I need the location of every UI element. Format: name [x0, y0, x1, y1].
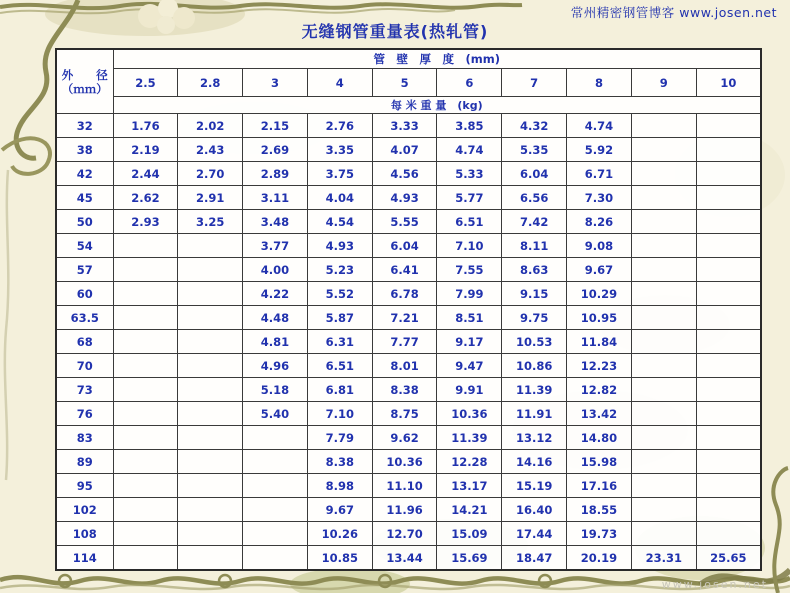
diameter-cell: 42 — [56, 162, 113, 186]
weight-cell — [631, 282, 696, 306]
table-row — [56, 450, 761, 474]
weight-cell: 4.04 — [307, 186, 372, 210]
weight-cell: 4.96 — [243, 354, 308, 378]
weight-cell — [178, 474, 243, 498]
weight-cell — [696, 330, 761, 354]
site-credit: 常州精密钢管博客 www.josen.net — [570, 5, 777, 20]
table-row — [56, 186, 761, 210]
weight-cell: 3.85 — [437, 114, 502, 138]
weight-cell: 9.75 — [502, 306, 567, 330]
table-row — [56, 234, 761, 258]
weight-cell: 13.42 — [567, 402, 632, 426]
weight-cell: 13.44 — [372, 546, 437, 571]
diameter-cell: 108 — [56, 522, 113, 546]
weight-cell: 2.91 — [178, 186, 243, 210]
weight-cell — [178, 402, 243, 426]
weight-cell — [696, 426, 761, 450]
diameter-cell: 50 — [56, 210, 113, 234]
weight-cell: 2.70 — [178, 162, 243, 186]
weight-cell: 7.21 — [372, 306, 437, 330]
weight-cell — [696, 282, 761, 306]
watermark: www.josen.net — [661, 578, 768, 591]
weight-cell: 11.39 — [437, 426, 502, 450]
weight-cell: 17.16 — [567, 474, 632, 498]
weight-cell: 2.62 — [113, 186, 178, 210]
weight-cell: 10.95 — [567, 306, 632, 330]
table-row — [56, 378, 761, 402]
weight-cell: 9.15 — [502, 282, 567, 306]
weight-cell — [178, 330, 243, 354]
weight-cell: 4.32 — [502, 114, 567, 138]
table-row — [56, 498, 761, 522]
weight-cell: 10.29 — [567, 282, 632, 306]
thickness-column-header: 9 — [631, 69, 696, 97]
weight-cell: 2.15 — [243, 114, 308, 138]
table-row — [56, 210, 761, 234]
weight-cell — [696, 450, 761, 474]
diameter-cell: 68 — [56, 330, 113, 354]
weight-cell: 6.41 — [372, 258, 437, 282]
weight-cell — [178, 354, 243, 378]
weight-cell: 10.86 — [502, 354, 567, 378]
weight-cell: 18.47 — [502, 546, 567, 571]
weight-cell — [243, 450, 308, 474]
weight-cell: 4.54 — [307, 210, 372, 234]
weight-cell: 15.98 — [567, 450, 632, 474]
weight-cell — [113, 474, 178, 498]
weight-cell: 3.33 — [372, 114, 437, 138]
weight-cell — [631, 402, 696, 426]
weight-cell: 9.17 — [437, 330, 502, 354]
weight-cell — [631, 330, 696, 354]
weight-cell — [631, 450, 696, 474]
weight-cell: 5.77 — [437, 186, 502, 210]
weight-cell — [631, 186, 696, 210]
weight-cell: 3.75 — [307, 162, 372, 186]
weight-cell — [178, 378, 243, 402]
weight-cell: 7.55 — [437, 258, 502, 282]
weight-cell — [631, 258, 696, 282]
outer-diameter-header — [56, 49, 113, 114]
weight-cell: 12.82 — [567, 378, 632, 402]
weight-cell: 6.04 — [372, 234, 437, 258]
weight-cell: 6.71 — [567, 162, 632, 186]
weight-cell: 11.91 — [502, 402, 567, 426]
weight-cell: 7.10 — [437, 234, 502, 258]
weight-cell: 20.19 — [567, 546, 632, 571]
weight-cell — [631, 522, 696, 546]
weight-cell: 12.28 — [437, 450, 502, 474]
weight-cell — [696, 474, 761, 498]
weight-cell: 10.53 — [502, 330, 567, 354]
weight-cell — [696, 402, 761, 426]
weight-cell — [631, 306, 696, 330]
weight-cell: 2.69 — [243, 138, 308, 162]
weight-cell: 4.07 — [372, 138, 437, 162]
thickness-column-header: 2.5 — [113, 69, 178, 97]
weight-cell: 8.11 — [502, 234, 567, 258]
weight-cell — [113, 426, 178, 450]
weight-cell — [178, 498, 243, 522]
weight-per-meter-header: 每 米 重 量 (kg) — [113, 97, 761, 114]
weight-cell: 2.43 — [178, 138, 243, 162]
weight-cell: 6.31 — [307, 330, 372, 354]
weight-cell: 14.21 — [437, 498, 502, 522]
table-row — [56, 330, 761, 354]
weight-cell: 9.67 — [567, 258, 632, 282]
thickness-column-header: 5 — [372, 69, 437, 97]
weight-cell — [631, 498, 696, 522]
page-title: 无缝钢管重量表(热轧管) — [301, 22, 489, 41]
table-row — [56, 402, 761, 426]
diameter-cell: 38 — [56, 138, 113, 162]
thickness-column-header: 3 — [243, 69, 308, 97]
weight-cell — [113, 402, 178, 426]
weight-cell: 8.38 — [307, 450, 372, 474]
table-row — [56, 522, 761, 546]
diameter-cell: 32 — [56, 114, 113, 138]
weight-cell: 4.93 — [307, 234, 372, 258]
weight-cell: 11.96 — [372, 498, 437, 522]
weight-cell: 6.81 — [307, 378, 372, 402]
wall-thickness-header: 管 壁 厚 度 (mm) — [113, 49, 761, 69]
weight-cell: 14.16 — [502, 450, 567, 474]
weight-cell — [631, 210, 696, 234]
table-row — [56, 258, 761, 282]
weight-cell — [178, 546, 243, 571]
diameter-cell: 114 — [56, 546, 113, 571]
weight-cell: 4.74 — [567, 114, 632, 138]
thickness-column-header: 8 — [567, 69, 632, 97]
weight-cell — [243, 498, 308, 522]
weight-cell: 23.31 — [631, 546, 696, 571]
table-row — [56, 426, 761, 450]
weight-cell: 8.26 — [567, 210, 632, 234]
weight-cell: 8.75 — [372, 402, 437, 426]
weight-cell — [696, 186, 761, 210]
weight-cell: 5.87 — [307, 306, 372, 330]
weight-cell — [696, 114, 761, 138]
weight-cell — [178, 282, 243, 306]
weight-cell — [113, 258, 178, 282]
diameter-cell: 73 — [56, 378, 113, 402]
weight-cell: 3.48 — [243, 210, 308, 234]
weight-cell: 3.25 — [178, 210, 243, 234]
weight-cell — [178, 306, 243, 330]
weight-cell — [178, 522, 243, 546]
weight-cell: 17.44 — [502, 522, 567, 546]
weight-cell: 10.36 — [437, 402, 502, 426]
weight-cell: 4.81 — [243, 330, 308, 354]
weight-cell: 10.85 — [307, 546, 372, 571]
diameter-cell: 83 — [56, 426, 113, 450]
weight-cell — [243, 474, 308, 498]
weight-cell: 4.93 — [372, 186, 437, 210]
diameter-cell: 89 — [56, 450, 113, 474]
weight-cell — [243, 546, 308, 571]
weight-cell: 3.11 — [243, 186, 308, 210]
table-row — [56, 114, 761, 138]
weight-cell — [696, 522, 761, 546]
weight-cell: 13.17 — [437, 474, 502, 498]
weight-cell — [631, 354, 696, 378]
weight-cell — [178, 450, 243, 474]
weight-cell: 9.47 — [437, 354, 502, 378]
weight-cell — [178, 426, 243, 450]
weight-cell: 16.40 — [502, 498, 567, 522]
weight-cell: 9.91 — [437, 378, 502, 402]
weight-cell: 6.56 — [502, 186, 567, 210]
table-row — [56, 546, 761, 571]
weight-cell: 4.00 — [243, 258, 308, 282]
diameter-cell: 45 — [56, 186, 113, 210]
table-row — [56, 282, 761, 306]
weight-cell: 4.22 — [243, 282, 308, 306]
diameter-cell: 70 — [56, 354, 113, 378]
weight-cell: 25.65 — [696, 546, 761, 571]
diameter-cell: 54 — [56, 234, 113, 258]
weight-cell: 5.23 — [307, 258, 372, 282]
weight-cell: 5.92 — [567, 138, 632, 162]
weight-cell: 1.76 — [113, 114, 178, 138]
weight-cell: 6.51 — [437, 210, 502, 234]
thickness-column-header: 7 — [502, 69, 567, 97]
weight-cell: 9.67 — [307, 498, 372, 522]
table-row — [56, 354, 761, 378]
weight-cell: 4.74 — [437, 138, 502, 162]
weight-cell — [178, 258, 243, 282]
weight-cell — [113, 234, 178, 258]
pipe-weight-table — [55, 48, 762, 571]
thickness-column-header: 4 — [307, 69, 372, 97]
weight-cell: 9.62 — [372, 426, 437, 450]
weight-cell: 5.33 — [437, 162, 502, 186]
weight-cell — [631, 138, 696, 162]
weight-cell — [631, 426, 696, 450]
weight-cell: 3.35 — [307, 138, 372, 162]
thickness-columns-row — [56, 69, 761, 97]
weight-cell — [243, 522, 308, 546]
weight-cell: 7.77 — [372, 330, 437, 354]
weight-cell: 5.35 — [502, 138, 567, 162]
weight-cell: 5.55 — [372, 210, 437, 234]
weight-cell: 11.39 — [502, 378, 567, 402]
weight-cell: 2.89 — [243, 162, 308, 186]
weight-cell — [696, 306, 761, 330]
table-row — [56, 138, 761, 162]
diameter-cell: 63.5 — [56, 306, 113, 330]
weight-cell: 7.30 — [567, 186, 632, 210]
weight-cell — [631, 162, 696, 186]
weight-cell: 15.09 — [437, 522, 502, 546]
table-row — [56, 162, 761, 186]
weight-cell — [631, 234, 696, 258]
weight-cell: 18.55 — [567, 498, 632, 522]
weight-cell: 10.36 — [372, 450, 437, 474]
weight-cell — [113, 546, 178, 571]
weight-cell — [696, 234, 761, 258]
weight-cell: 15.19 — [502, 474, 567, 498]
weight-cell: 3.77 — [243, 234, 308, 258]
weight-cell — [113, 354, 178, 378]
weight-cell: 2.19 — [113, 138, 178, 162]
weight-cell: 6.04 — [502, 162, 567, 186]
weight-cell: 8.38 — [372, 378, 437, 402]
weight-cell: 8.63 — [502, 258, 567, 282]
table-row — [56, 306, 761, 330]
weight-cell — [696, 354, 761, 378]
weight-cell: 2.93 — [113, 210, 178, 234]
weight-cell: 6.78 — [372, 282, 437, 306]
weight-cell: 8.51 — [437, 306, 502, 330]
outer-diameter-header-line1: 外 径 — [61, 67, 108, 82]
diameter-cell: 76 — [56, 402, 113, 426]
diameter-cell: 95 — [56, 474, 113, 498]
weight-cell — [631, 114, 696, 138]
weight-cell — [696, 162, 761, 186]
weight-cell — [696, 210, 761, 234]
weight-cell: 2.76 — [307, 114, 372, 138]
weight-cell: 15.69 — [437, 546, 502, 571]
weight-cell: 14.80 — [567, 426, 632, 450]
thickness-column-header: 10 — [696, 69, 761, 97]
weight-cell: 10.26 — [307, 522, 372, 546]
weight-cell: 12.23 — [567, 354, 632, 378]
thickness-column-header: 6 — [437, 69, 502, 97]
diameter-cell: 57 — [56, 258, 113, 282]
weight-cell — [113, 498, 178, 522]
weight-cell: 5.40 — [243, 402, 308, 426]
weight-cell: 6.51 — [307, 354, 372, 378]
diameter-cell: 102 — [56, 498, 113, 522]
weight-cell — [178, 234, 243, 258]
weight-cell: 8.01 — [372, 354, 437, 378]
weight-cell — [696, 378, 761, 402]
thickness-column-header: 2.8 — [178, 69, 243, 97]
weight-cell — [631, 474, 696, 498]
weight-cell: 4.48 — [243, 306, 308, 330]
weight-cell: 12.70 — [372, 522, 437, 546]
weight-cell: 2.02 — [178, 114, 243, 138]
weight-cell: 9.08 — [567, 234, 632, 258]
weight-cell — [113, 522, 178, 546]
weight-cell — [113, 450, 178, 474]
outer-diameter-header-line2: （ｍｍ） — [61, 81, 108, 96]
weight-cell: 11.10 — [372, 474, 437, 498]
weight-cell — [113, 378, 178, 402]
weight-cell: 11.84 — [567, 330, 632, 354]
weight-cell: 8.98 — [307, 474, 372, 498]
weight-cell: 4.56 — [372, 162, 437, 186]
weight-cell: 7.42 — [502, 210, 567, 234]
weight-cell — [631, 378, 696, 402]
weight-cell: 2.44 — [113, 162, 178, 186]
table-body — [56, 114, 761, 571]
weight-cell: 13.12 — [502, 426, 567, 450]
table-row — [56, 474, 761, 498]
weight-cell — [113, 330, 178, 354]
weight-cell: 5.18 — [243, 378, 308, 402]
weight-cell — [113, 282, 178, 306]
weight-cell — [696, 258, 761, 282]
weight-cell — [696, 498, 761, 522]
weight-cell — [113, 306, 178, 330]
weight-cell: 7.10 — [307, 402, 372, 426]
weight-cell: 7.79 — [307, 426, 372, 450]
weight-cell — [696, 138, 761, 162]
weight-cell: 5.52 — [307, 282, 372, 306]
weight-cell: 7.99 — [437, 282, 502, 306]
weight-cell — [243, 426, 308, 450]
weight-cell: 19.73 — [567, 522, 632, 546]
diameter-cell: 60 — [56, 282, 113, 306]
